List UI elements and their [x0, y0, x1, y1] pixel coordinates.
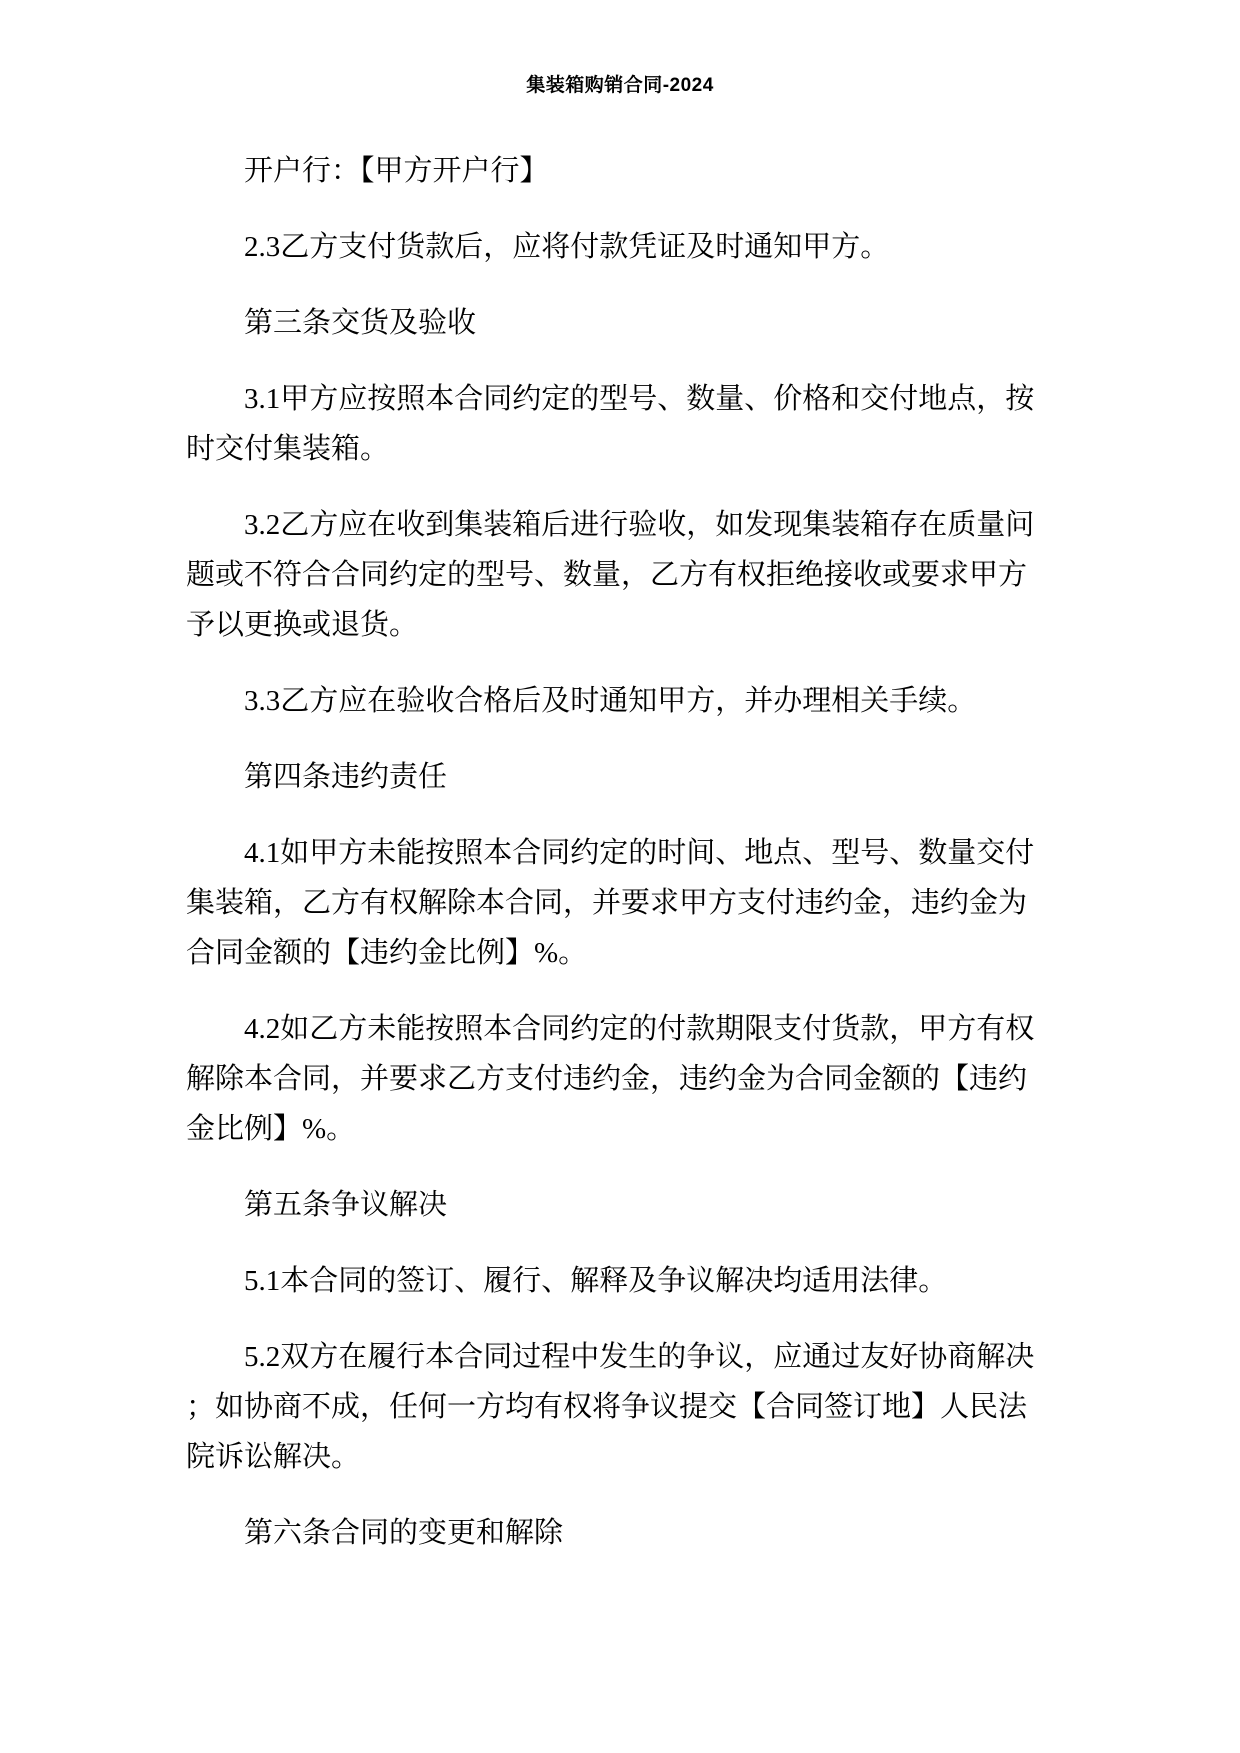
text-line: 题或不符合合同约定的型号、数量，乙方有权拒绝接收或要求甲方 [186, 559, 1028, 591]
text-line: 3.1甲方应按照本合同约定的型号、数量、价格和交付地点，按 [244, 383, 1035, 415]
text-line: 予以更换或退货。 [186, 609, 419, 641]
paragraph-clause-2-3 [186, 222, 1066, 272]
text-line: 3.2乙方应在收到集装箱后进行验收，如发现集装箱存在质量问 [244, 509, 1035, 541]
paragraph-clause-3-1 [186, 374, 1066, 474]
text-line: 院诉讼解决。 [186, 1441, 361, 1473]
text-line: 合同金额的【违约金比例】%。 [186, 937, 588, 969]
text-line: 4.1如甲方未能按照本合同约定的时间、地点、型号、数量交付 [244, 837, 1035, 869]
text-line: 3.3乙方应在验收合格后及时通知甲方，并办理相关手续。 [244, 685, 977, 717]
paragraph-clause-4-1 [186, 828, 1066, 978]
text-line: 集装箱，乙方有权解除本合同，并要求甲方支付违约金，违约金为 [186, 887, 1028, 919]
paragraph-clause-3-2 [186, 500, 1066, 650]
document-title: 集装箱购销合同-2024 [526, 75, 714, 96]
paragraph-clause-5-2 [186, 1332, 1066, 1482]
text-line: ；如协商不成，任何一方均有权将争议提交【合同签订地】人民法 [186, 1391, 1028, 1423]
text-line: 解除本合同，并要求乙方支付违约金，违约金为合同金额的【违约 [186, 1063, 1028, 1095]
paragraph-clause-3-heading [186, 298, 1066, 348]
paragraph-bank-account-line [186, 146, 1066, 196]
paragraph-clause-3-3 [186, 676, 1066, 726]
clause-heading-line: 第三条交货及验收 [244, 307, 477, 339]
clause-heading-line: 第四条违约责任 [244, 761, 448, 793]
document-header [0, 70, 1240, 97]
paragraph-clause-4-2 [186, 1004, 1066, 1154]
paragraph-clause-5-heading [186, 1180, 1066, 1230]
text-line: 2.3乙方支付货款后，应将付款凭证及时通知甲方。 [244, 231, 890, 263]
text-line: 时交付集装箱。 [186, 433, 390, 465]
contract-body [186, 146, 1066, 1584]
clause-heading-line: 第六条合同的变更和解除 [244, 1517, 564, 1549]
clause-heading-line: 第五条争议解决 [244, 1189, 448, 1221]
text-line: 金比例】%。 [186, 1113, 356, 1145]
paragraph-clause-5-1 [186, 1256, 1066, 1306]
paragraph-clause-4-heading [186, 752, 1066, 802]
paragraph-clause-6-heading [186, 1508, 1066, 1558]
text-line: 5.2双方在履行本合同过程中发生的争议，应通过友好协商解决 [244, 1341, 1035, 1373]
text-line: 4.2如乙方未能按照本合同约定的付款期限支付货款，甲方有权 [244, 1013, 1035, 1045]
text-line: 开户行：【甲方开户行】 [244, 155, 549, 187]
text-line: 5.1本合同的签订、履行、解释及争议解决均适用法律。 [244, 1265, 948, 1297]
